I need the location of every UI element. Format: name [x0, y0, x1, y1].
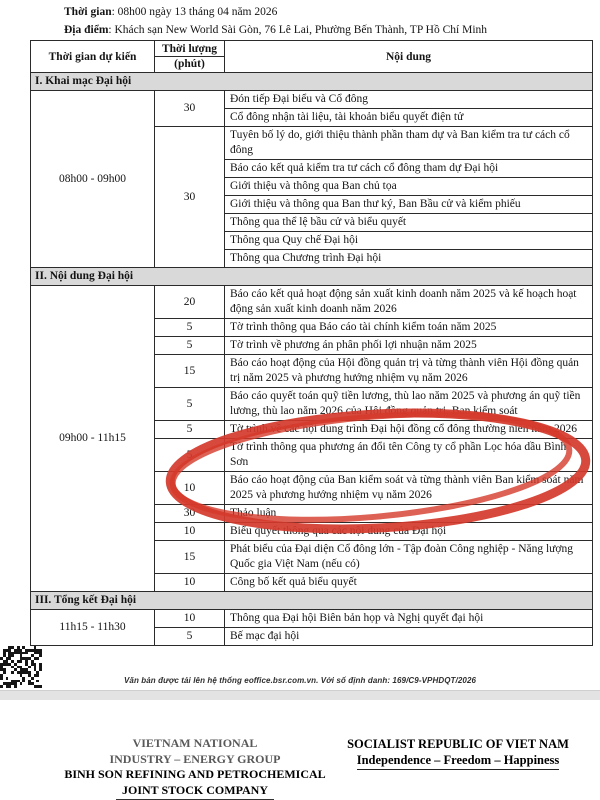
- republic-title: SOCIALIST REPUBLIC OF VIET NAM: [347, 737, 569, 751]
- duration-cell: 5: [155, 421, 225, 439]
- duration-cell: 5: [155, 337, 225, 355]
- qr-module: [39, 685, 42, 688]
- meta-location-line: [64, 21, 487, 39]
- duration-cell: 15: [155, 355, 225, 388]
- section-band-row: [31, 592, 593, 610]
- meta-time-label: Thời gian: [64, 6, 112, 18]
- page-break-bar: [0, 690, 600, 700]
- agenda-row: [31, 610, 593, 628]
- duration-cell: 10: [155, 472, 225, 505]
- content-cell: Thông qua Đại hội Biên bản họp và Nghị quyết đại hội: [225, 610, 593, 628]
- section-band-row: [31, 73, 593, 91]
- content-cell: Bế mạc đại hội: [225, 628, 593, 646]
- section-title: I. Khai mạc Đại hội: [31, 73, 593, 91]
- meta-time-line: [64, 3, 487, 21]
- content-cell: Cổ đông nhận tài liệu, tài khoản biểu quyết điện tử: [225, 109, 593, 127]
- content-cell: Báo cáo hoạt động của Hội đồng quản trị và từng thành viên Hội đồng quản trị năm 2025 và phương hướng nhiệm vụ năm 2026: [225, 355, 593, 388]
- company-name-line-1: BINH SON REFINING AND PETROCHEMICAL: [64, 767, 326, 781]
- content-cell: Phát biểu của Đại diện Cổ đông lớn - Tập đoàn Công nghiệp - Năng lượng Quốc gia Việt Nam (nếu có): [225, 541, 593, 574]
- content-cell: Thông qua thể lệ bầu cử và biểu quyết: [225, 214, 593, 232]
- duration-cell: 5: [155, 319, 225, 337]
- meta-location-label: Địa điểm: [64, 24, 109, 36]
- col-header-duration-unit: (phút): [155, 56, 224, 72]
- content-cell: Đón tiếp Đại biểu và Cổ đông: [225, 91, 593, 109]
- duration-cell: 15: [155, 541, 225, 574]
- content-cell: Giới thiệu và thông qua Ban chủ tọa: [225, 178, 593, 196]
- col-header-expected-time: Thời gian dự kiến: [31, 41, 155, 73]
- content-cell: Thảo luận: [225, 505, 593, 523]
- duration-cell: 10: [155, 610, 225, 628]
- group-name-line-1: VIETNAM NATIONAL: [132, 736, 258, 750]
- time-range-cell: 09h00 - 11h15: [31, 286, 155, 592]
- content-cell: Tuyên bố lý do, giới thiệu thành phần tham dự và Ban kiểm tra tư cách cổ đông: [225, 127, 593, 160]
- duration-cell: 5: [155, 628, 225, 646]
- content-cell: Giới thiệu và thông qua Ban thư ký, Ban Bầu cử và kiểm phiếu: [225, 196, 593, 214]
- duration-cell: 5: [155, 388, 225, 421]
- duration-cell: 30: [155, 91, 225, 127]
- section-title: III. Tổng kết Đại hội: [31, 592, 593, 610]
- content-cell: Tờ trình về các nội dung trình Đại hội đồng cổ đông thường niên năm 2026: [225, 421, 593, 439]
- content-cell: Thông qua Chương trình Đại hội: [225, 250, 593, 268]
- col-header-duration: [155, 41, 225, 73]
- section-title: II. Nội dung Đại hội: [31, 268, 593, 286]
- meeting-meta: [64, 3, 487, 39]
- content-cell: Tờ trình thông qua Báo cáo tài chính kiểm toán năm 2025: [225, 319, 593, 337]
- time-range-cell: 11h15 - 11h30: [31, 610, 155, 646]
- duration-cell: 10: [155, 574, 225, 592]
- motto-underlined: Independence – Freedom – Happiness: [357, 752, 560, 770]
- agenda-row: [31, 91, 593, 109]
- content-cell: Báo cáo kết quả kiểm tra tư cách cổ đông tham dự Đại hội: [225, 160, 593, 178]
- time-range-cell: 08h00 - 09h00: [31, 91, 155, 268]
- duration-cell: 10: [155, 523, 225, 541]
- content-cell: Báo cáo kết quả hoạt động sản xuất kinh doanh năm 2025 và kế hoạch hoạt động sản xuất kinh doanh năm 2026: [225, 286, 593, 319]
- meta-time-value: : 08h00 ngày 13 tháng 04 năm 2026: [111, 6, 278, 18]
- agenda-table: [30, 40, 593, 646]
- eoffice-upload-note: Văn bản được tải lên hệ thống eoffice.bsr.com.vn. Với số định danh: 169/C9-VPHDQT/2026: [123, 676, 477, 685]
- col-header-duration-label: Thời lượng: [161, 43, 218, 55]
- group-name-line-2: INDUSTRY – ENERGY GROUP: [109, 751, 281, 766]
- content-cell: Báo cáo hoạt động của Ban kiểm soát và từng thành viên Ban kiểm soát năm 2025 và phương hướng nhiệm vụ năm 2026: [225, 472, 593, 505]
- motto-line: [322, 752, 594, 770]
- company-name-underlined: JOINT STOCK COMPANY: [116, 783, 274, 800]
- company-header-block: [30, 736, 360, 800]
- duration-cell: 30: [155, 127, 225, 268]
- duration-cell: 5: [155, 439, 225, 472]
- meta-location-value: : Khách sạn New World Sài Gòn, 76 Lê Lai, Phường Bến Thành, TP Hồ Chí Minh: [108, 24, 488, 36]
- col-header-content: Nội dung: [225, 41, 593, 73]
- agenda-header-row: [31, 41, 593, 73]
- company-name-line-2: [30, 783, 360, 800]
- content-cell: Công bố kết quả biểu quyết: [225, 574, 593, 592]
- content-cell: Biểu quyết thông qua các nội dung của Đại hội: [225, 523, 593, 541]
- duration-cell: 30: [155, 505, 225, 523]
- content-cell: Tờ trình về phương án phân phối lợi nhuận năm 2025: [225, 337, 593, 355]
- national-motto-block: [322, 736, 594, 770]
- duration-cell: 20: [155, 286, 225, 319]
- agenda-row: [31, 286, 593, 319]
- content-cell: Thông qua Quy chế Đại hội: [225, 232, 593, 250]
- content-cell: Báo cáo quyết toán quỹ tiền lương, thù lao năm 2025 và phương án quỹ tiền lương, thù lao năm 2026 của Hội đồng quản trị, Ban kiểm soát: [225, 388, 593, 421]
- section-band-row: [31, 268, 593, 286]
- content-cell: Tờ trình thông qua phương án đổi tên Công ty cổ phần Lọc hóa dầu Bình Sơn: [225, 439, 593, 472]
